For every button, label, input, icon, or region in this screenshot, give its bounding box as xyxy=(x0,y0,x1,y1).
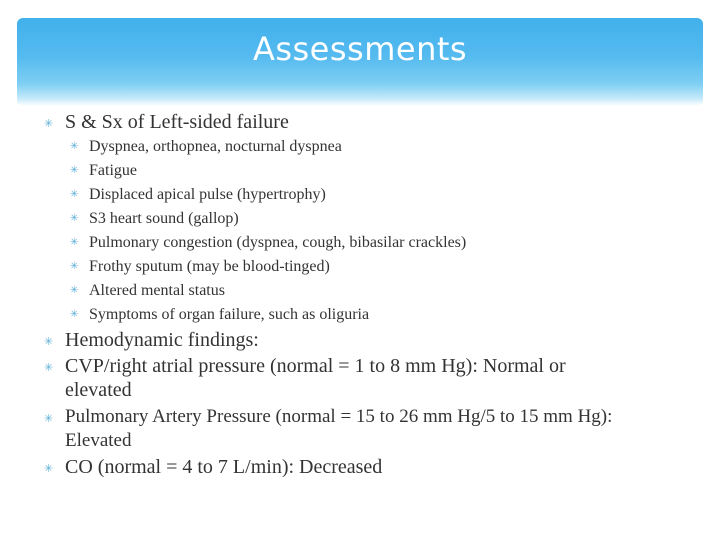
asterisk-bullet-icon: ✳ xyxy=(70,309,79,320)
bullet-text: Hemodynamic findings: xyxy=(65,329,259,351)
asterisk-bullet-icon: ✳ xyxy=(44,462,54,475)
asterisk-bullet-icon: ✳ xyxy=(44,412,54,425)
asterisk-bullet-icon: ✳ xyxy=(44,335,54,348)
sub-bullet-text: Displaced apical pulse (hypertrophy) xyxy=(89,186,326,203)
asterisk-bullet-icon: ✳ xyxy=(70,285,79,296)
asterisk-bullet-icon: ✳ xyxy=(70,261,79,272)
asterisk-bullet-icon: ✳ xyxy=(70,213,79,224)
asterisk-bullet-icon: ✳ xyxy=(70,165,79,176)
asterisk-bullet-icon: ✳ xyxy=(70,189,79,200)
sub-bullet-text: Fatigue xyxy=(89,162,137,179)
asterisk-bullet-icon: ✳ xyxy=(70,141,79,152)
asterisk-bullet-icon: ✳ xyxy=(44,117,54,130)
slide-title: Assessments xyxy=(252,30,468,68)
sub-bullet-text: Symptoms of organ failure, such as oliguria xyxy=(89,306,370,323)
sub-bullet-text: Altered mental status xyxy=(89,282,225,299)
bullet-text: S & Sx of Left-sided failure xyxy=(65,111,289,133)
sub-bullet-text: Pulmonary congestion (dyspnea, cough, bibasilar crackles) xyxy=(89,234,467,251)
bullet-text: CVP/right atrial pressure (normal = 1 to 8 mm Hg): Normal or elevated xyxy=(65,355,566,401)
bullet-text: Pulmonary Artery Pressure (normal = 15 to 26 mm Hg/5 to 15 mm Hg): Elevated xyxy=(65,406,613,451)
sub-bullet-text: Dyspnea, orthopnea, nocturnal dyspnea xyxy=(89,138,342,155)
sub-bullet-text: S3 heart sound (gallop) xyxy=(89,210,239,227)
asterisk-bullet-icon: ✳ xyxy=(70,237,79,248)
bullet-text: CO (normal = 4 to 7 L/min): Decreased xyxy=(65,456,383,478)
asterisk-bullet-icon: ✳ xyxy=(44,361,54,374)
sub-bullet-text: Frothy sputum (may be blood-tinged) xyxy=(89,258,330,275)
